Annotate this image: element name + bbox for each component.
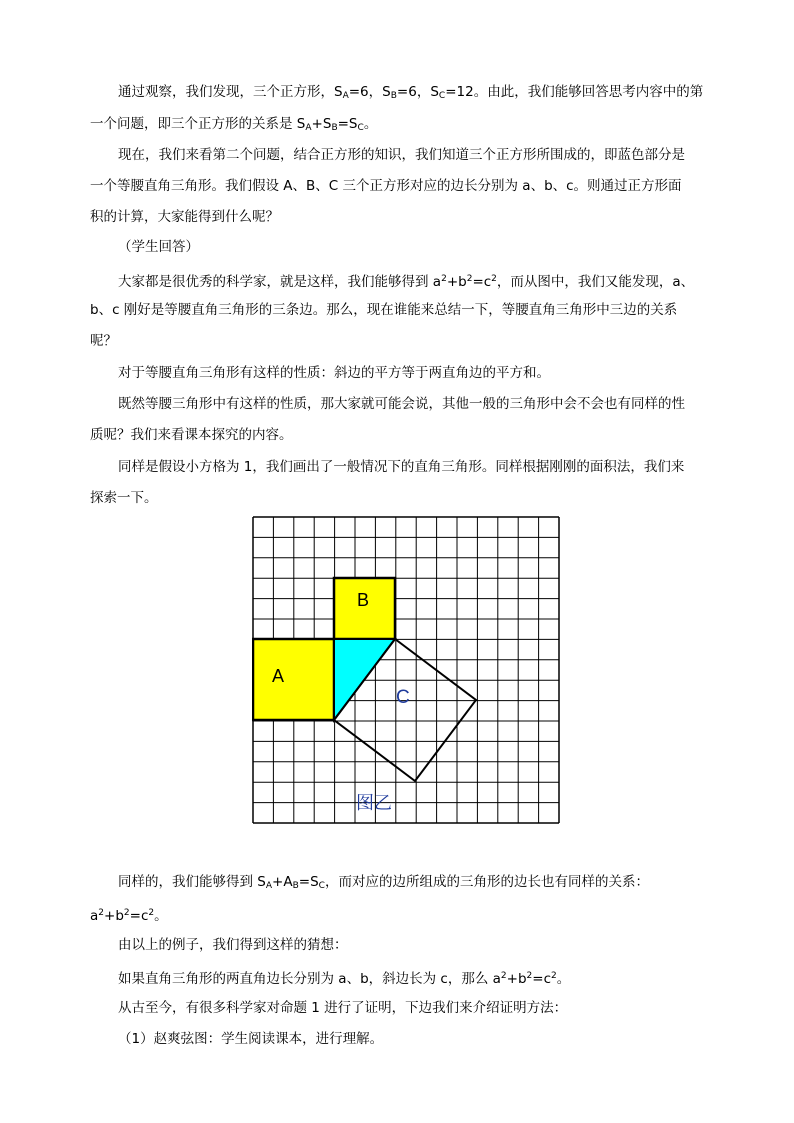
paragraph-11: 从古至今，有很多科学家对命题 1 进行了证明，下边我们来介绍证明方法： (118, 1000, 568, 1016)
paragraph-4-line-2: b、c 刚好是等腰直角三角形的三条边。那么，现在谁能来总结一下，等腰直角三角形中三边的关系 (90, 302, 678, 318)
figure-caption: 图乙 (356, 793, 392, 814)
paragraph-2-line-1: 现在，我们来看第二个问题，结合正方形的知识，我们知道三个正方形所围成的，即蓝色部分是 (118, 147, 685, 163)
student-answer-note: （学生回答） (118, 239, 199, 255)
paragraph-8-line-2: $a^2+b^2=c^2$。 (90, 908, 168, 924)
paragraph-5: 对于等腰直角三角形有这样的性质：斜边的平方等于两直角边的平方和。 (118, 365, 550, 381)
paragraph-9: 由以上的例子，我们得到这样的猜想： (118, 937, 348, 953)
paragraph-8-line-1: 同样的，我们能够得到 $S_A+A_B=S_C$，而对应的边所组成的三角形的边长也有同样的关系： (118, 874, 649, 891)
paragraph-7-line-2: 探索一下。 (90, 490, 158, 506)
square-a (253, 639, 334, 720)
paragraph-1-line-2: 一个问题，即三个正方形的关系是 $S_A+S_B=S_C$。 (90, 116, 378, 133)
paragraph-2-line-3: 积的计算，大家能得到什么呢？ (90, 209, 279, 225)
paragraph-4-line-3: 呢？ (90, 333, 117, 349)
label-c: C (396, 687, 410, 708)
paragraph-7-line-1: 同样是假设小方格为 1，我们画出了一般情况下的直角三角形。同样根据刚刚的面积法，我们来 (118, 459, 685, 475)
grid-figure (252, 516, 560, 824)
proof-method-1: （1）赵爽弦图：学生阅读课本，进行理解。 (118, 1031, 384, 1047)
label-a: A (272, 666, 285, 686)
paragraph-4-line-1: 大家都是很优秀的科学家，就是这样，我们能够得到 $a^2+b^2=c^2$，而从图中，我们又能发现，a、 (118, 274, 695, 290)
conjecture: 如果直角三角形的两直角边长分别为 a、b，斜边长为 c，那么 $a^2+b^2=c^2$。 (118, 971, 571, 987)
paragraph-6-line-2: 质呢？我们来看课本探究的内容。 (90, 427, 293, 443)
paragraph-6-line-1: 既然等腰三角形中有这样的性质，那大家就可能会说，其他一般的三角形中会不会也有同样的性 (118, 396, 685, 412)
paragraph-1-line-1: 通过观察，我们发现，三个正方形，$S_A=6$，$S_B=6$，$S_C=12$。由此，我们能够回答思考内容中的第 (118, 84, 704, 101)
label-b: B (357, 590, 370, 610)
paragraph-2-line-2: 一个等腰直角三角形。我们假设 A、B、C 三个正方形对应的边长分别为 a、b、c。则通过正方形面 (90, 178, 682, 194)
